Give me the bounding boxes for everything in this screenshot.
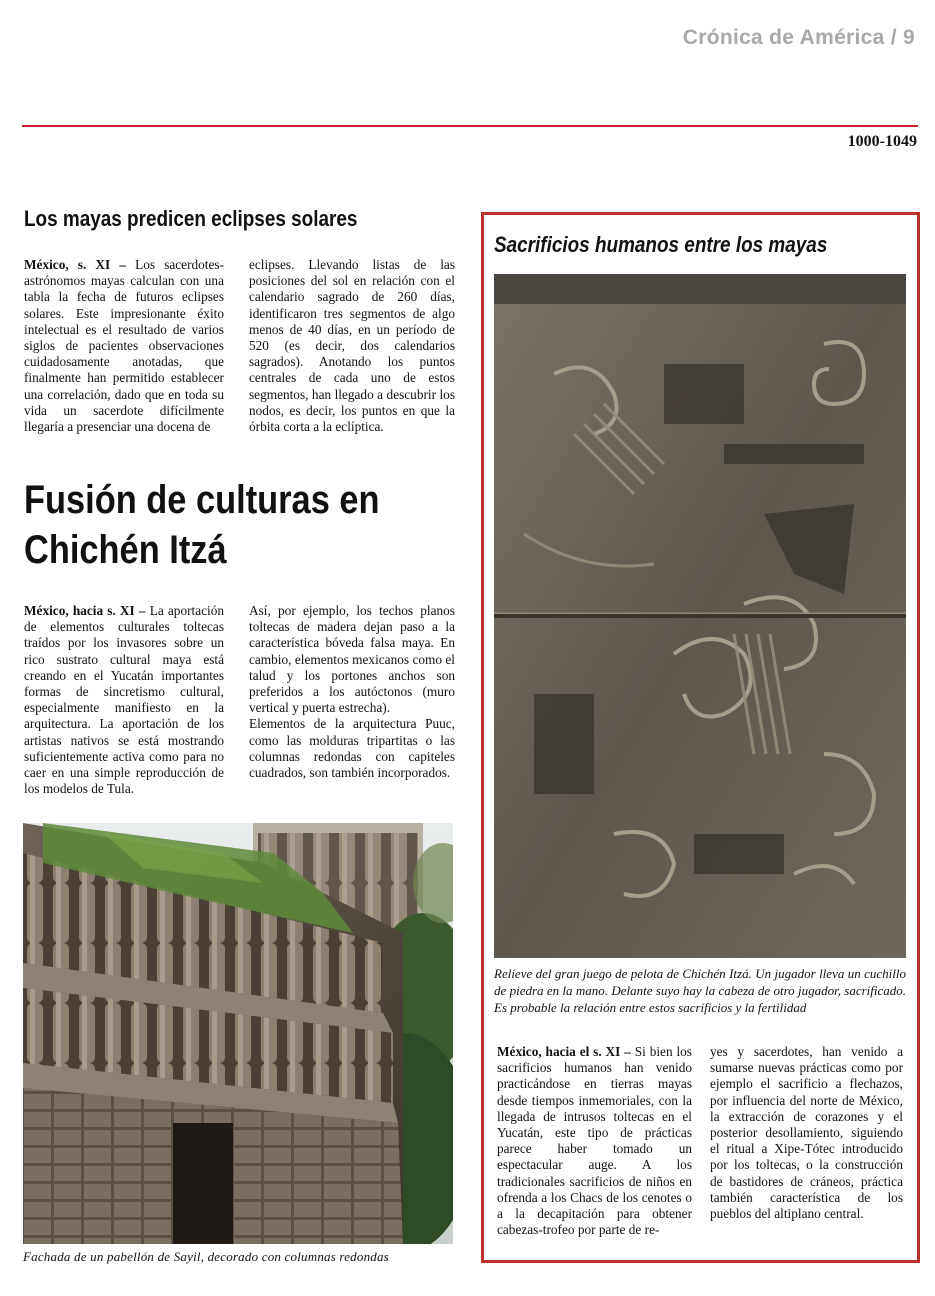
date-range: 1000-1049 [847, 133, 917, 150]
article3-col1-text: Si bien los sacrificios humanos han venido practicándose en tierras mayas desde tiempos inmemoriales, con la llegada de intrusos toltecas en el Yucatán, este tipo de prácticas parece haber tomado un espectacular auge. A los tradicionales sacrificios de niños en ofrenda a los Chacs de los cenotes o a la decapitación para obtener cabezas-trofeo por parte de re- [497, 1044, 692, 1238]
article3-dateline: México, hacia el s. XI – [497, 1044, 631, 1059]
article3-column1 [497, 1044, 692, 1238]
article3-headline: Sacrificios humanos entre los mayas [494, 232, 828, 257]
sayil-photo-caption: Fachada de un pabellón de Sayil, decorado con columnas redondas [23, 1249, 389, 1264]
running-header: Crónica de América / 9 [682, 26, 915, 49]
article1-col1-text: Los sacerdotes-astrónomos mayas calculan con una tabla la fecha de futuros eclipses solares. Este impresionante éxito intelectual es el resultado de varios siglos de pacientes observaciones cuidadosamente anotadas, que finalmente han permitido establecer una correlación, dado que en toda su vida un sacerdote difícilmente llegaría a presenciar una docena de [24, 257, 225, 435]
article2-headline: Fusión de culturas en Chichén Itzá [24, 478, 380, 572]
article1-column2 [249, 257, 455, 435]
article2-column1 [24, 603, 224, 797]
article2-column2 [249, 603, 455, 781]
article2-col2-p1: Así, por ejemplo, los techos planos toltecas de madera dejan paso a la característica bóveda falsa maya. En cambio, elementos mexicanos como el talud y los portones anchos son preferidos a los autóctonos (muro vertical y puerta estrecha). [249, 603, 455, 716]
article3-column2 [710, 1044, 903, 1222]
article3-col2-text: yes y sacerdotes, han venido a sumarse nuevas prácticas como por ejemplo el sacrificio a flechazos, por influencia del norte de México, la extracción de corazones y el posterior desollamiento, siguiendo el ritual a Xipe-Tótec introducido por los toltecas, o la construcción de bastidores de cráneos, práctica también característica de los pueblos del altiplano central. [710, 1044, 903, 1222]
article1-headline: Los mayas predicen eclipses solares [24, 206, 358, 231]
article1-column1 [24, 257, 224, 435]
article2-col1-text: La aportación de elementos culturales toltecas traídos por los invasores sobre un rico sustrato cultural maya está creando en el Yucatán importantes formas de sincretismo cultural, especialmente manifiesto en la arquitectura. La aportación de los artistas nativos se está mostrando suficientemente activa como para no caer en una simple reproducción de los modelos de Tula. [24, 603, 225, 797]
ball-court-relief-photo [494, 274, 906, 958]
header-rule [22, 125, 918, 127]
article2-dateline: México, hacia s. XI – [24, 603, 146, 618]
article1-dateline: México, s. XI – [24, 257, 126, 272]
relief-photo-caption: Relieve del gran juego de pelota de Chichén Itzá. Un jugador lleva un cuchillo de piedra en la mano. Delante suyo hay la cabeza de otro jugador, sacrificado. Es probable la relación entre estos sacrificios y la fertilidad [494, 966, 906, 1015]
sayil-pavilion-photo [23, 823, 453, 1244]
article1-col2-text: eclipses. Llevando listas de las posiciones del sol en relación con el calendario sagrado de 260 días, identificaron tres segmentos de algo menos de 40 días, en un período de 520 (es decir, dos calendarios sagrados). Anotando los puntos centrales de cada uno de estos segmentos, han llegado a descubrir los nodos, es decir, los puntos en que la órbita corta a la eclíptica. [249, 257, 455, 435]
article2-col2-p2: Elementos de la arquitectura Puuc, como las molduras tripartitas o las columnas redondas con capiteles cuadrados, son también incorporados. [249, 716, 455, 781]
